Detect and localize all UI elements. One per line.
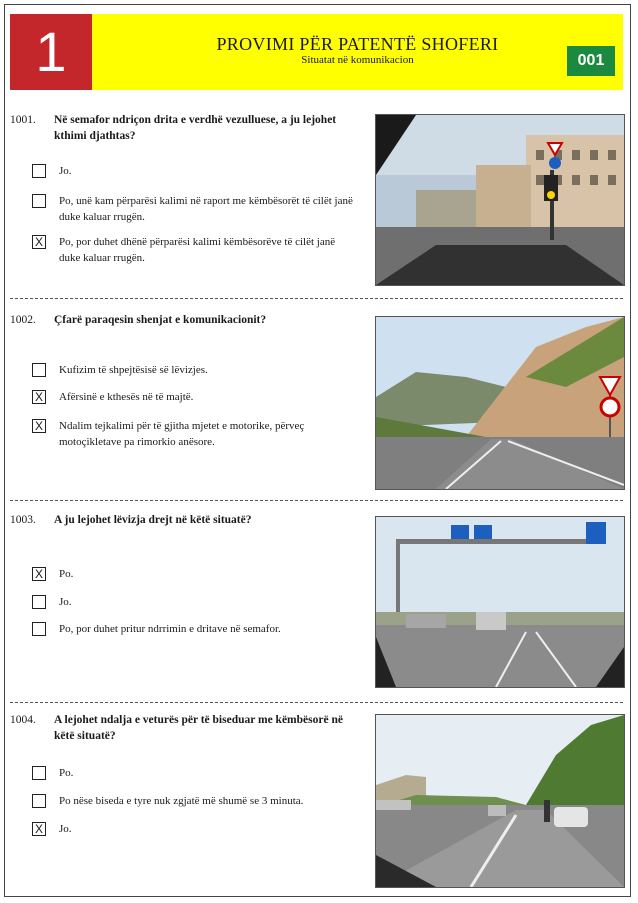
question-text: A lejohet ndalja e veturës për të biseduar me këmbësorë në këtë situatë? bbox=[54, 714, 343, 742]
answer-checkbox[interactable] bbox=[32, 363, 46, 377]
question-text: Në semafor ndriçon drita e verdhë vezulluese, a ju lejohet kthimi djathtas? bbox=[54, 114, 337, 142]
answer-text: Jo. bbox=[59, 823, 72, 835]
answer-checkbox[interactable]: X bbox=[32, 419, 46, 433]
question-number: 1002. bbox=[10, 314, 36, 326]
answer-text: Po, unë kam përparësi kalimi në raport me këmbësorët të cilët janë duke kaluar rrugën. bbox=[59, 195, 353, 223]
question-text: Çfarë paraqesin shenjat e komunikacionit? bbox=[54, 314, 267, 326]
answer-text: Po nëse biseda e tyre nuk zgjatë më shumë se 3 minuta. bbox=[59, 795, 304, 807]
section-divider bbox=[10, 500, 623, 501]
question-photo bbox=[375, 714, 625, 888]
question-photo bbox=[375, 114, 625, 286]
question-photo bbox=[375, 316, 625, 490]
answer-text: Po, por duhet pritur ndrrimin e dritave në semafor. bbox=[59, 623, 281, 635]
page-title: PROVIMI PËR PATENTË SHOFERI bbox=[216, 34, 499, 54]
answer-checkbox[interactable] bbox=[32, 766, 46, 780]
question-text: A ju lejohet lëvizja drejt në këtë situatë? bbox=[54, 514, 252, 526]
answer-checkbox[interactable]: X bbox=[32, 822, 46, 836]
title-banner bbox=[92, 14, 623, 90]
answer-text: Ndalim tejkalimi për të gjitha mjetet e motorike, përveç motoçikletave pa rimorkio anësore. bbox=[59, 420, 305, 448]
question-number: 1003. bbox=[10, 514, 36, 526]
answer-text: Po, por duhet dhënë përparësi kalimi këmbësorëve të cilët janë duke kaluar rrugën. bbox=[59, 236, 336, 264]
answer-text: Po. bbox=[59, 767, 74, 779]
answer-checkbox[interactable] bbox=[32, 622, 46, 636]
answer-text: Jo. bbox=[59, 165, 72, 177]
answer-checkbox[interactable] bbox=[32, 194, 46, 208]
question-number: 1004. bbox=[10, 714, 36, 726]
question-photo bbox=[375, 516, 625, 688]
answer-checkbox[interactable] bbox=[32, 794, 46, 808]
section-divider bbox=[10, 298, 623, 299]
answer-checkbox[interactable]: X bbox=[32, 390, 46, 404]
answer-text: Po. bbox=[59, 568, 74, 580]
answer-checkbox[interactable]: X bbox=[32, 235, 46, 249]
answer-checkbox[interactable] bbox=[32, 595, 46, 609]
page-header bbox=[10, 14, 623, 90]
page-code-badge: 001 bbox=[567, 46, 615, 76]
answer-checkbox[interactable] bbox=[32, 164, 46, 178]
chapter-number: 1 bbox=[10, 14, 92, 90]
answer-text: Jo. bbox=[59, 596, 72, 608]
answer-checkbox[interactable]: X bbox=[32, 567, 46, 581]
answer-text: Afërsinë e kthesës në të majtë. bbox=[59, 391, 194, 403]
answer-text: Kufizim të shpejtësisë së lëvizjes. bbox=[59, 364, 208, 376]
question-number: 1001. bbox=[10, 114, 36, 126]
page-subtitle: Situatat në komunikacion bbox=[301, 54, 414, 66]
section-divider bbox=[10, 702, 623, 703]
